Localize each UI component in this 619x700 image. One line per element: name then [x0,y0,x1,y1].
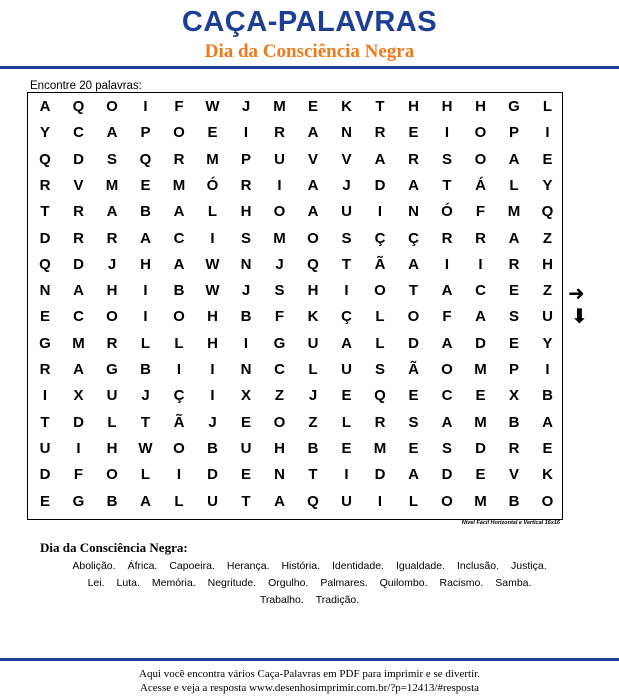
grid-letter: Q [307,492,319,510]
grid-letter: R [374,413,386,431]
grid-letter: L [174,492,184,510]
grid-letter: Q [39,255,51,273]
word-list-item: Luta. [116,577,140,589]
grid-letter: M [474,361,487,378]
grid-letter: Q [307,255,319,273]
grid-letter: N [39,282,51,300]
word-list-item: Lei. [87,577,105,589]
grid-letter: B [106,492,118,510]
grid-letter: R [240,176,252,194]
grid-letter: A [307,176,319,194]
grid-letter: J [241,282,251,300]
grid-letter: E [508,282,519,300]
grid-letter: V [341,150,352,168]
grid-letter: I [42,387,48,405]
grid-letter: M [105,176,119,194]
grid-letter: S [341,229,352,247]
grid-letter: Q [72,98,85,115]
grid-letter: A [307,124,319,142]
grid-letter: H [274,439,285,457]
grid-letter: D [73,150,84,168]
grid-letter: O [474,150,487,168]
grid-letter: O [441,361,453,378]
grid-letter: I [143,98,148,115]
grid-letter: U [240,439,252,457]
grid-letter: U [106,387,118,405]
grid-letter: A [140,492,151,510]
grid-letter: A [441,282,453,300]
grid-letter: E [508,334,519,352]
grid-letter: R [408,150,419,168]
grid-letter: E [475,466,486,484]
grid-letter: B [207,439,218,457]
grid-letter: H [542,255,553,273]
grid-letter: A [274,492,285,510]
grid-letter: I [377,203,383,221]
grid-letter: I [210,361,215,378]
grid-letter: H [408,98,419,115]
word-list-item: Inclusão. [457,560,500,572]
word-list-row [0,560,619,572]
grid-letter: A [441,413,453,431]
grid-letter: I [444,255,450,273]
grid-letter: A [408,255,419,273]
grid-letter: I [143,308,148,326]
grid-letter: L [375,334,385,352]
grid-letter: J [342,176,351,194]
bottom-divider [0,658,619,661]
instructions: Encontre 20 palavras: [30,80,142,92]
word-list-item: Racismo. [439,577,484,589]
grid-letter: O [106,466,118,484]
grid-letter: A [106,124,118,142]
grid-letter: Ç [173,387,185,405]
grid-letter: W [205,98,220,115]
grid-letter: A [73,282,84,300]
grid-letter: O [374,282,386,300]
grid-letter: P [240,150,251,168]
grid-letter: E [207,124,218,142]
grid-letter: A [508,229,520,247]
grid-letter: O [273,413,286,431]
grid-letter: E [341,387,352,405]
grid-letter: M [474,413,487,431]
grid-letter: G [508,98,520,115]
grid-letter: D [39,229,51,247]
grid-letter: K [341,98,352,115]
grid-letter: G [106,361,118,378]
grid-letter: H [475,98,486,115]
footer-line-2: Acesse e veja a resposta www.desenhosimprimir.com.br/?p=12413/#resposta [139,682,480,694]
grid-letter: E [341,439,352,457]
grid-letter: J [241,98,251,115]
grid-letter: A [39,98,51,115]
grid-letter: I [545,124,550,142]
grid-letter: U [307,334,319,352]
word-list-row [0,577,619,589]
grid-letter: B [508,413,520,431]
grid-letter: A [73,361,84,378]
grid-letter: B [542,387,553,405]
level-note: Nível Fácil Horizontal e Vertical 16x16 [461,520,560,526]
grid-letter: P [508,361,519,378]
grid-letter: O [173,439,185,457]
grid-letter: K [307,308,319,326]
grid-letter: A [307,203,319,221]
grid-letter: I [243,334,249,352]
grid-letter: S [508,308,519,326]
grid-letter: R [106,229,118,247]
grid-letter: M [72,334,85,352]
grid-letter: C [475,282,486,300]
grid-letter: S [274,282,285,300]
grid-letter: Q [139,150,152,168]
grid-letter: C [73,308,84,326]
grid-letter: O [441,492,453,510]
grid-letter: I [344,466,349,484]
grid-letter: R [173,150,185,168]
grid-letter: V [73,176,84,194]
grid-letter: L [140,466,151,484]
grid-letter: A [475,308,486,326]
grid-letter: W [138,439,153,457]
word-list-item: Memória. [151,577,196,589]
grid-letter: E [542,150,553,168]
grid-letter: A [408,176,419,194]
grid-letter: T [40,413,50,431]
top-divider [0,66,619,69]
word-list-item: África. [127,560,158,572]
grid-letter: A [173,255,185,273]
grid-letter: I [143,282,148,300]
grid-letter: H [207,308,218,326]
grid-letter: Y [542,176,553,194]
grid-letter: R [39,176,51,194]
grid-letter: G [72,492,85,510]
grid-letter: Ã [173,413,185,431]
word-list-item: Tradição. [315,594,360,606]
grid-letter: D [475,334,486,352]
word-list-item: Abolição. [72,560,116,572]
grid-letter: A [508,150,520,168]
grid-letter: L [375,308,385,326]
grid-letter: D [207,466,218,484]
grid-letter: I [176,466,182,484]
grid-letter: L [207,203,218,221]
grid-letter: O [307,229,319,247]
grid-letter: F [442,308,452,326]
grid-letter: H [106,282,118,300]
grid-letter: I [444,124,450,142]
arrow-right-icon: ➜ [568,281,585,305]
grid-letter: T [40,203,50,221]
grid-letter: B [508,492,520,510]
grid-letter: A [441,334,453,352]
grid-letter: U [207,492,218,510]
grid-letter: T [140,413,151,431]
grid-letter: C [173,229,185,247]
grid-letter: I [76,439,81,457]
grid-letter: A [341,334,352,352]
grid-letter: N [408,203,419,221]
grid-letter: G [273,334,286,352]
grid-letter: D [374,176,386,194]
grid-letter: M [172,176,186,194]
word-list-item: Negritude. [207,577,257,589]
grid-letter: Ó [206,176,219,194]
word-list-item: Capoeira. [169,560,215,572]
grid-letter: S [441,439,452,457]
grid-letter: R [274,124,285,142]
grid-letter: L [341,413,352,431]
grid-letter: L [308,361,318,378]
grid-letter: R [475,229,486,247]
grid-letter: X [508,387,519,405]
grid-letter: H [240,203,252,221]
grid-letter: D [475,439,486,457]
grid-letter: R [73,229,84,247]
grid-letter: G [39,334,51,352]
grid-letter: M [373,439,387,457]
grid-letter: Ã [408,361,419,378]
grid-letter: R [106,334,118,352]
grid-letter: I [210,229,215,247]
grid-letter: H [307,282,319,300]
grid-letter: E [408,124,419,142]
grid-letter: C [73,124,84,142]
grid-letter: D [441,466,453,484]
grid-letter: K [542,466,553,484]
grid-letter: J [141,387,150,405]
grid-letter: U [341,203,352,221]
word-list-item: Samba. [495,577,532,589]
grid-letter: O [474,124,487,142]
grid-letter: U [39,439,51,457]
grid-letter: S [441,150,452,168]
grid-letter: A [542,413,553,431]
grid-letter: R [374,124,386,142]
grid-letter: V [508,466,519,484]
grid-letter: O [273,203,286,221]
grid-letter: A [140,229,151,247]
grid-letter: X [240,387,251,405]
word-list-item: Orgulho. [268,577,309,589]
arrow-down-icon: ⬇ [571,304,588,328]
grid-letter: M [273,98,286,115]
grid-letter: A [173,203,185,221]
page-title: CAÇA-PALAVRAS [181,6,438,38]
grid-letter: E [240,413,251,431]
grid-letter: T [241,492,251,510]
word-list-item: Identidade. [331,560,384,572]
grid-letter: D [73,413,84,431]
word-list-row [0,594,619,606]
grid-letter: P [508,124,519,142]
word-list-item: Herança. [226,560,270,572]
grid-letter: T [341,255,352,273]
grid-letter: T [408,282,419,300]
grid-letter: A [374,150,386,168]
grid-letter: E [39,492,50,510]
grid-letter: J [107,255,117,273]
grid-letter: I [176,361,182,378]
grid-letter: R [39,361,51,378]
grid-letter: H [207,334,218,352]
grid-letter: N [274,466,285,484]
grid-letter: H [106,439,118,457]
grid-letter: O [106,98,118,115]
grid-letter: E [240,466,251,484]
grid-letter: T [442,176,452,194]
grid-letter: L [542,98,553,115]
grid-letter: L [140,334,151,352]
grid-letter: R [441,229,453,247]
grid-letter: Ã [374,255,386,273]
grid-letter: W [205,282,220,300]
grid-letter: E [408,387,419,405]
grid-letter: Á [475,176,486,194]
page-subtitle: Dia da Consciência Negra [204,41,415,62]
grid-letter: L [408,492,419,510]
grid-letter: T [308,466,318,484]
grid-letter: E [307,98,318,115]
grid-letter: I [545,361,550,378]
grid-letter: Ç [374,229,386,247]
grid-letter: I [478,255,483,273]
grid-letter: U [341,361,352,378]
grid-letter: X [73,387,84,405]
grid-letter: E [542,439,553,457]
grid-letter: Ç [341,308,352,326]
grid-letter: I [377,492,383,510]
word-list-item: Palmares. [320,577,368,589]
grid-letter: O [541,492,554,510]
grid-letter: J [275,255,284,273]
grid-letter: B [307,439,319,457]
grid-letter: H [441,98,453,115]
grid-letter: N [341,124,352,142]
word-list-item: Trabalho. [259,594,304,606]
grid-letter: R [508,255,520,273]
grid-letter: O [407,308,420,326]
grid-letter: L [509,176,519,194]
grid-letter: I [344,282,349,300]
footer-line-1: Aqui você encontra vários Caça-Palavras em PDF para imprimir e se divertir. [139,668,480,680]
grid-letter: F [73,466,84,484]
grid-letter: B [240,308,252,326]
grid-letter: N [240,361,252,378]
grid-letter: S [240,229,251,247]
grid-letter: E [39,308,50,326]
grid-letter: J [308,387,318,405]
grid-letter: Z [542,282,553,300]
grid-letter: D [73,255,84,273]
grid-letter: B [140,361,151,378]
grid-letter: O [173,124,185,142]
grid-letter: F [475,203,486,221]
grid-letter: U [341,492,352,510]
word-list-item: Igualdade. [395,560,445,572]
grid-letter: Q [39,150,51,168]
grid-letter: D [39,466,51,484]
grid-letter: I [210,387,215,405]
grid-letter: E [475,387,486,405]
grid-letter: I [243,124,249,142]
grid-letter: F [274,308,285,326]
grid-letter: S [374,361,385,378]
grid-letter: Z [308,413,318,431]
grid-letter: R [73,203,84,221]
grid-letter: U [542,308,553,326]
grid-letter: M [273,229,286,247]
grid-letter: Z [274,387,285,405]
grid-letter: M [206,150,219,168]
grid-letter: T [375,98,385,115]
word-list-item: Justiça. [511,560,547,572]
grid-letter: F [174,98,184,115]
grid-letter: D [374,466,386,484]
grid-letter: Q [374,387,386,405]
grid-letter: H [140,255,151,273]
word-search-grid [27,92,563,520]
grid-letter: P [140,124,151,142]
word-list-item: Quilombo. [379,577,428,589]
grid-letter: J [208,413,217,431]
word-list-title: Dia da Consciência Negra: [40,540,188,555]
grid-letter: O [173,308,185,326]
grid-letter: C [441,387,453,405]
grid-letter: A [106,203,118,221]
grid-letter: D [408,334,419,352]
grid-letter: W [205,255,220,273]
grid-letter: Y [542,334,553,352]
grid-letter: A [408,466,419,484]
grid-letter: L [174,334,184,352]
grid-letter: M [474,492,487,510]
grid-letter: S [106,150,117,168]
grid-letter: N [240,255,252,273]
grid-letter: R [508,439,520,457]
grid-letter: V [307,150,318,168]
grid-letter: Y [39,124,50,142]
grid-letter: E [140,176,151,194]
grid-letter: L [107,413,117,431]
grid-letter: Ç [408,229,419,247]
grid-letter: M [507,203,521,221]
grid-letter: S [408,413,419,431]
grid-letter: Ó [441,203,453,221]
grid-letter: U [274,150,285,168]
word-list-item: História. [281,560,320,572]
grid-letter: O [106,308,118,326]
grid-letter: B [173,282,185,300]
grid-letter: I [277,176,282,194]
grid-letter: Z [542,229,553,247]
grid-letter: Q [541,203,554,221]
grid-letter: C [274,361,285,378]
grid-letter: B [140,203,151,221]
grid-letter: E [408,439,419,457]
